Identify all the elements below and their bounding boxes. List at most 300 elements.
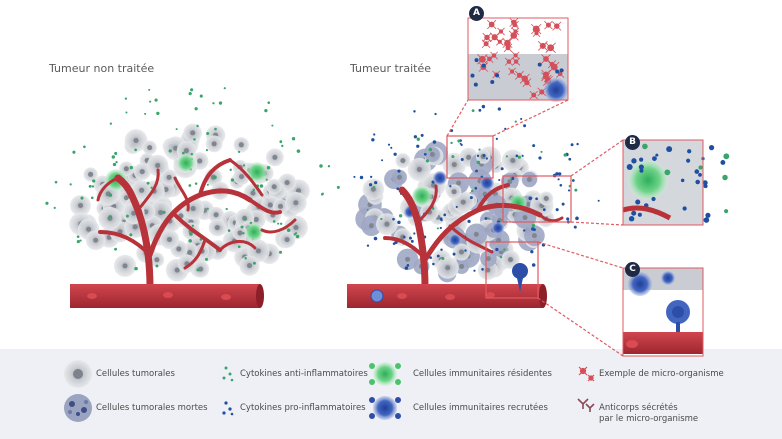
- tumor-cell-nucleus: [369, 223, 374, 228]
- anti-inflammatory-cytokine: [144, 113, 146, 115]
- red-blood-cell: [87, 293, 97, 299]
- recruited-immune-cell: [449, 234, 461, 246]
- tumor-cell-nucleus: [167, 175, 172, 180]
- pro-inflammatory-cytokine: [470, 196, 473, 199]
- anti-inflammatory-cytokine: [147, 182, 150, 185]
- pro-inflammatory-cytokine: [460, 143, 462, 145]
- recruited-immune-cell: [492, 222, 504, 234]
- anti-inflammatory-cytokine: [271, 125, 273, 127]
- pro-inflammatory-cytokine: [568, 158, 571, 161]
- untreated-tumor-illustration: [45, 87, 339, 308]
- pro-inflammatory-cytokine: [471, 74, 475, 78]
- pro-inflammatory-cytokine: [522, 155, 524, 157]
- cytokine: [709, 145, 714, 150]
- anti-inflammatory-cytokine: [191, 153, 194, 156]
- recruited-immune-cell-in-vessel: [371, 290, 383, 302]
- anti-inflammatory-cytokine: [399, 214, 402, 217]
- tumor-cell-nucleus: [239, 142, 244, 147]
- anti-inflammatory-cytokine: [457, 139, 460, 142]
- cytokine: [664, 169, 670, 175]
- tumor-cell-nucleus: [272, 155, 277, 160]
- tumor-cell-nucleus: [254, 217, 259, 222]
- anti-inflammatory-cytokine: [125, 112, 127, 114]
- untreated-vessel-end: [256, 284, 264, 308]
- tumor-cell-nucleus: [417, 167, 422, 172]
- anti-inflammatory-cytokine: [80, 197, 83, 200]
- anti-inflammatory-cytokine: [148, 89, 150, 91]
- pro-inflammatory-cytokine: [598, 200, 600, 202]
- anti-inflammatory-cytokine: [189, 92, 192, 95]
- pro-inflammatory-cytokine: [516, 155, 519, 158]
- tumor-cell-nucleus: [139, 188, 144, 193]
- anti-inflammatory-cytokine: [134, 267, 138, 271]
- antibody-icon: [578, 399, 594, 412]
- anti-inflammatory-cytokine: [451, 155, 454, 158]
- pro-inflammatory-cytokine: [467, 220, 470, 223]
- anti-inflammatory-cytokine: [213, 176, 216, 179]
- anti-inflammatory-cytokine: [126, 215, 129, 218]
- red-blood-cell: [445, 294, 455, 300]
- resident-immune-cell: [245, 223, 263, 241]
- treated-tumor-illustration: [347, 100, 623, 356]
- anti-inflammatory-cytokine: [192, 225, 194, 227]
- pro-inflammatory-cytokine: [432, 263, 435, 266]
- pro-inflammatory-cytokine: [495, 73, 499, 77]
- pro-inflammatory-cytokine: [371, 138, 374, 141]
- anti-inflammatory-cytokine: [188, 239, 191, 242]
- anti-inflammatory-cytokine: [115, 161, 117, 163]
- tumor-cell-nucleus: [527, 177, 532, 182]
- anti-inflammatory-cytokine: [296, 235, 299, 238]
- pro-inflammatory-cytokine: [485, 217, 488, 220]
- anti-inflammatory-cytokine: [264, 109, 267, 112]
- tumor-cell-nucleus: [456, 181, 461, 186]
- tumor-cell-nucleus: [158, 210, 163, 215]
- anti-inflammatory-cytokine: [212, 102, 214, 104]
- anti-inflammatory-cytokine: [129, 233, 132, 236]
- anti-inflammatory-cytokine: [195, 182, 198, 185]
- anti-inflammatory-cytokine: [500, 256, 502, 258]
- anti-inflammatory-cytokine: [472, 109, 475, 112]
- cytokine: [666, 146, 672, 152]
- anti-inflammatory-cytokine: [114, 248, 117, 251]
- inset-c-label: C: [625, 262, 640, 277]
- anti-inflammatory-cytokine: [417, 138, 420, 141]
- anti-inflammatory-cytokine: [89, 185, 92, 188]
- anti-inflammatory-cytokine: [207, 184, 209, 186]
- tumor-cell-nucleus: [250, 191, 255, 196]
- cytokine: [698, 173, 702, 177]
- treated-vessel-end: [539, 284, 547, 308]
- tumor-cell-nucleus: [175, 268, 180, 273]
- tumor-cell-nucleus: [214, 212, 219, 217]
- anti-inflammatory-cytokine: [518, 156, 521, 159]
- cytokine: [683, 206, 687, 210]
- cytokine: [631, 158, 636, 163]
- anti-inflammatory-cytokine: [91, 196, 94, 199]
- cytokine: [704, 217, 710, 223]
- anti-inflammatory-cytokine: [231, 178, 234, 181]
- pro-inflammatory-cytokine: [490, 80, 494, 84]
- pro-inflammatory-cytokine: [481, 268, 484, 271]
- recruited-immune-cell: [661, 271, 675, 285]
- pro-inflammatory-cytokine: [381, 159, 383, 161]
- anti-inflammatory-cytokine: [322, 192, 324, 194]
- anti-inflammatory-cytokine: [182, 152, 185, 155]
- anti-inflammatory-cytokine: [156, 265, 159, 268]
- cytokine: [638, 213, 642, 217]
- untreated-tumor-title: Tumeur non traitée: [49, 62, 155, 75]
- anti-inflammatory-cytokine: [437, 227, 439, 229]
- tumor-cell-nucleus: [459, 264, 464, 269]
- anti-inflammatory-cytokine: [503, 248, 505, 250]
- tumor-cell-nucleus: [384, 222, 389, 227]
- tumor-cell-nucleus: [191, 206, 196, 211]
- pro-inflammatory-cytokine: [475, 58, 479, 62]
- cytokine: [723, 153, 729, 159]
- tumor-cell-nucleus: [238, 230, 243, 235]
- pro-inflammatory-cytokine: [483, 154, 486, 157]
- tumor-cell-nucleus: [285, 237, 290, 242]
- pro-inflammatory-cytokine: [528, 197, 531, 200]
- recruited-immune-cell: [544, 78, 568, 102]
- pro-inflammatory-cytokine: [411, 240, 414, 243]
- tumor-cell-nucleus: [445, 265, 450, 270]
- resident-immune-cell-icon: [369, 362, 401, 386]
- pro-inflammatory-cytokine: [440, 227, 442, 229]
- cytokine: [629, 216, 634, 221]
- tumor-cell-nucleus: [78, 203, 83, 208]
- anti-inflammatory-cytokine: [241, 226, 244, 229]
- tumor-cell-nucleus: [268, 203, 273, 208]
- cytokine: [651, 197, 655, 201]
- pro-inflammatory-cytokine: [456, 206, 458, 208]
- anti-inflammatory-cytokine: [441, 257, 444, 260]
- anti-inflammatory-cytokine: [244, 218, 247, 221]
- anti-inflammatory-cytokine: [252, 189, 254, 191]
- pro-inflammatory-cytokine: [374, 181, 377, 184]
- anti-inflammatory-cytokine: [266, 179, 268, 181]
- cytokine: [722, 175, 727, 180]
- anti-inflammatory-cytokine: [196, 268, 199, 271]
- anti-inflammatory-cytokine: [190, 88, 193, 91]
- cytokine: [655, 154, 658, 157]
- tumor-cell-nucleus: [466, 155, 471, 160]
- tumor-cell-nucleus: [93, 238, 98, 243]
- legend-anti-inflammatory: Cytokines anti-inflammatoires: [240, 369, 368, 379]
- pro-inflammatory-cytokine: [474, 187, 477, 190]
- pro-inflammatory-cytokine: [370, 176, 372, 178]
- pro-inflammatory-cytokine: [560, 184, 563, 187]
- anti-inflammatory-cytokine: [373, 186, 375, 188]
- pro-inflammatory-cytokine: [486, 157, 488, 159]
- pro-inflammatory-cytokine: [437, 255, 440, 258]
- tumor-cell-nucleus: [256, 248, 261, 253]
- tumor-cell-nucleus: [430, 152, 435, 157]
- pro-inflammatory-cytokine: [440, 249, 442, 251]
- legend-microorganism: Exemple de micro-organisme: [599, 369, 724, 379]
- anti-inflammatory-cytokine: [109, 215, 112, 218]
- anti-inflammatory-cytokine: [429, 148, 432, 151]
- anti-inflammatory-cytokine: [92, 179, 95, 182]
- pro-inflammatory-cytokine: [474, 83, 478, 87]
- pro-inflammatory-cytokine: [562, 203, 565, 206]
- cytokine: [686, 159, 690, 163]
- pro-inflammatory-cytokine: [532, 263, 536, 267]
- pro-inflammatory-cytokine: [535, 197, 538, 200]
- pro-inflammatory-cytokine: [556, 208, 559, 211]
- anti-inflammatory-cytokine: [471, 190, 474, 193]
- pro-inflammatory-cytokine: [449, 185, 451, 187]
- pro-inflammatory-cytokine: [478, 109, 481, 112]
- anti-inflammatory-cytokine: [77, 235, 80, 238]
- tumor-cell-nucleus: [532, 233, 537, 238]
- anti-inflammatory-cytokine: [176, 128, 178, 130]
- pro-inflammatory-cytokine: [482, 105, 485, 108]
- recruited-immune-cell: [433, 171, 447, 185]
- legend-dead-tumor-cells: Cellules tumorales mortes: [96, 403, 208, 413]
- tumor-cell-nucleus: [154, 257, 159, 262]
- pro-inflammatory-cytokine: [407, 264, 410, 267]
- anti-inflammatory-cytokine: [260, 184, 264, 188]
- cytokine: [694, 169, 699, 174]
- tumor-cell-nucleus: [197, 158, 202, 163]
- anti-inflammatory-cytokine: [92, 185, 94, 187]
- tumor-cell-nucleus: [86, 227, 91, 232]
- pro-inflammatory-cytokine: [501, 167, 504, 170]
- anti-inflammatory-cytokine: [244, 257, 246, 259]
- pro-inflammatory-cytokine: [405, 266, 408, 269]
- anti-inflammatory-cytokine: [195, 107, 198, 110]
- tumor-cell-nucleus: [400, 158, 405, 163]
- pro-inflammatory-cytokine: [555, 70, 559, 74]
- pro-inflammatory-cytokine: [475, 170, 478, 173]
- pro-inflammatory-cytokine: [392, 218, 395, 221]
- legend-recruited-immune: Cellules immunitaires recrutées: [413, 403, 548, 413]
- anti-inflammatory-cytokine: [564, 153, 567, 156]
- pro-inflammatory-cytokine: [353, 176, 355, 178]
- anti-inflammatory-cytokine: [109, 193, 113, 197]
- anti-inflammatory-cytokine: [77, 240, 80, 243]
- cytokine: [635, 200, 640, 205]
- tumor-cell-nucleus: [190, 130, 195, 135]
- pro-inflammatory-cytokine: [434, 113, 436, 115]
- anti-inflammatory-cytokine: [319, 164, 322, 167]
- pro-inflammatory-cytokine: [421, 134, 424, 137]
- treated-tumor-cells: [355, 141, 554, 282]
- pro-inflammatory-cytokine: [495, 248, 498, 251]
- pro-inflammatory-cytokine: [523, 229, 525, 231]
- legend-resident-immune: Cellules immunitaires résidentes: [413, 369, 552, 379]
- cytokine: [698, 165, 702, 169]
- pro-inflammatory-cytokine: [397, 169, 400, 172]
- dead-tumor-cell-icon: [64, 394, 92, 422]
- microorganism-icon: [579, 367, 594, 381]
- cytokine: [631, 211, 636, 216]
- cytokine: [720, 160, 725, 165]
- tumor-cell-nucleus: [134, 138, 139, 143]
- tumor-cell-nucleus: [212, 141, 217, 146]
- pro-inflammatory-cytokine: [520, 118, 522, 120]
- anti-inflammatory-cytokine: [45, 202, 48, 205]
- anti-inflammatory-cytokine: [224, 87, 226, 89]
- inset-b: [623, 140, 731, 225]
- anti-inflammatory-cytokine: [207, 208, 209, 210]
- anti-inflammatory-cytokine: [110, 122, 112, 124]
- tumor-cell-nucleus: [397, 175, 402, 180]
- anti-inflammatory-cytokine: [226, 208, 228, 210]
- red-blood-cell: [397, 293, 407, 299]
- anti-inflammatory-cytokine: [267, 101, 270, 104]
- pro-inflammatory-cytokine: [360, 176, 363, 179]
- inset-b-label: B: [625, 135, 640, 150]
- anti-inflammatory-cytokine: [510, 177, 512, 179]
- anti-inflammatory-cytokine: [205, 258, 208, 261]
- tumor-cell-icon: [64, 360, 92, 388]
- tumor-cell-nucleus: [405, 257, 410, 262]
- pro-inflammatory-cytokine: [453, 253, 456, 256]
- pro-inflammatory-cytokine: [373, 133, 375, 135]
- tumor-cell-nucleus: [239, 174, 244, 179]
- anti-inflammatory-cytokine: [426, 159, 429, 162]
- anti-inflammatory-cytokine: [243, 164, 245, 166]
- anti-inflammatory-cytokine: [277, 223, 279, 225]
- anti-inflammatory-cytokine: [193, 138, 196, 141]
- pro-inflammatory-cytokine: [558, 178, 560, 180]
- resident-immune-cell: [412, 186, 432, 206]
- legend-antibodies: [599, 403, 698, 425]
- anti-inflammatory-cytokine: [574, 189, 577, 192]
- anti-inflammatory-cytokine: [253, 262, 256, 265]
- anti-inflammatory-cytokine: [477, 161, 480, 164]
- pro-inflammatory-cytokine: [374, 237, 378, 241]
- anti-inflammatory-cytokine: [478, 149, 480, 151]
- cytokine: [681, 179, 685, 183]
- tumor-cell-nucleus: [461, 200, 466, 205]
- pro-inflammatory-cytokine: [530, 250, 533, 253]
- inset-a-label: A: [469, 6, 484, 21]
- pro-inflammatory-cytokine: [416, 145, 419, 148]
- anti-inflammatory-cytokine: [162, 211, 165, 214]
- anti-inflammatory-cytokine: [200, 95, 203, 98]
- anti-inflammatory-cytokine: [72, 151, 75, 154]
- anti-inflammatory-cytokine: [287, 228, 291, 232]
- tumor-cell-nucleus: [278, 204, 283, 209]
- pro-inflammatory-cytokine: [367, 244, 369, 246]
- tumor-cell-nucleus: [544, 196, 549, 201]
- pro-inflammatory-cytokine: [482, 64, 486, 68]
- inset-c: [623, 268, 703, 356]
- tumor-cell-nucleus: [147, 145, 152, 150]
- tumor-cell-nucleus: [155, 163, 160, 168]
- tumor-cell-nucleus: [452, 162, 457, 167]
- pro-inflammatory-cytokine: [560, 68, 564, 72]
- pro-inflammatory-cytokine: [523, 124, 526, 127]
- anti-inflammatory-cytokine: [83, 145, 86, 148]
- pro-inflammatory-cytokine: [433, 140, 437, 144]
- anti-inflammatory-cytokine: [134, 149, 137, 152]
- anti-inflammatory-cytokine: [297, 149, 301, 153]
- pro-inflammatory-cytokine: [533, 228, 536, 231]
- pro-inflammatory-cytokine: [575, 217, 579, 221]
- cytokine: [642, 144, 648, 150]
- tumor-cell-nucleus: [523, 215, 528, 220]
- anti-inflammatory-cytokine: [337, 186, 340, 189]
- anti-inflammatory-cytokine: [189, 232, 193, 236]
- pro-inflammatory-cytokine: [397, 221, 400, 224]
- anti-inflammatory-cytokine: [55, 181, 58, 184]
- anti-inflammatory-cytokine: [125, 97, 127, 99]
- treated-tumor-title: Tumeur traitée: [350, 62, 431, 75]
- anti-inflammatory-cytokine: [219, 101, 222, 104]
- pro-inflammatory-cytokine: [424, 153, 427, 156]
- tumor-cell-nucleus: [272, 184, 277, 189]
- pro-inflammatory-cytokine: [390, 147, 392, 149]
- anti-inflammatory-cytokine: [380, 218, 382, 220]
- pro-inflammatory-cytokine: [576, 143, 578, 145]
- tumor-cell-nucleus: [510, 158, 515, 163]
- legend-antibodies-line2: par le micro-organisme: [599, 414, 699, 424]
- pro-inflammatory-cytokine: [558, 172, 561, 175]
- anti-inflammatory-cytokine: [279, 251, 282, 254]
- resident-immune-cell: [628, 160, 668, 200]
- anti-inflammatory-cytokine: [149, 101, 151, 103]
- pro-inflammatory-cytokine: [464, 249, 466, 251]
- red-blood-cell: [626, 340, 638, 348]
- tumor-cell-nucleus: [285, 180, 290, 185]
- pro-inflammatory-cytokine: [473, 270, 475, 272]
- cytokine: [695, 180, 700, 185]
- cytokine: [724, 209, 728, 213]
- inset-a: [468, 18, 568, 102]
- pro-inflammatory-cytokine-icon: [222, 401, 233, 415]
- anti-inflammatory-cytokine: [238, 151, 240, 153]
- pro-inflammatory-cytokine: [504, 128, 506, 130]
- tumor-cell-nucleus: [187, 250, 192, 255]
- anti-inflammatory-cytokine: [150, 187, 152, 189]
- tumor-cell-nucleus: [176, 246, 181, 251]
- tumor-cell-nucleus: [474, 232, 479, 237]
- anti-inflammatory-cytokine: [156, 112, 159, 115]
- cytokine: [627, 164, 633, 170]
- anti-inflammatory-cytokine: [228, 229, 231, 232]
- anti-inflammatory-cytokine: [112, 155, 115, 158]
- resident-immune-cell: [177, 154, 195, 172]
- legend-antibodies-line1: Anticorps sécrétés: [599, 403, 678, 413]
- cytokine: [639, 158, 643, 162]
- anti-inflammatory-cytokine: [230, 169, 232, 171]
- anti-inflammatory-cytokine: [169, 149, 172, 152]
- tumor-cell-nucleus: [167, 237, 172, 242]
- anti-inflammatory-cytokine: [328, 165, 330, 167]
- pro-inflammatory-cytokine: [440, 219, 442, 221]
- tumor-cell-nucleus: [215, 225, 220, 230]
- anti-inflammatory-cytokine: [214, 128, 217, 131]
- anti-inflammatory-cytokine: [450, 142, 452, 144]
- pro-inflammatory-cytokine: [568, 189, 570, 191]
- pro-inflammatory-cytokine: [461, 158, 464, 161]
- cytokine: [652, 156, 657, 161]
- cytokine: [687, 149, 691, 153]
- tumor-cell-nucleus: [124, 166, 129, 171]
- anti-inflammatory-cytokine: [238, 245, 241, 248]
- tumor-cell-nucleus: [293, 200, 298, 205]
- anti-inflammatory-cytokine: [155, 99, 158, 102]
- anti-inflammatory-cytokine: [279, 140, 282, 143]
- pro-inflammatory-cytokine: [566, 217, 569, 220]
- pro-inflammatory-cytokine: [498, 179, 500, 181]
- recruited-immune-cell-icon: [369, 396, 401, 420]
